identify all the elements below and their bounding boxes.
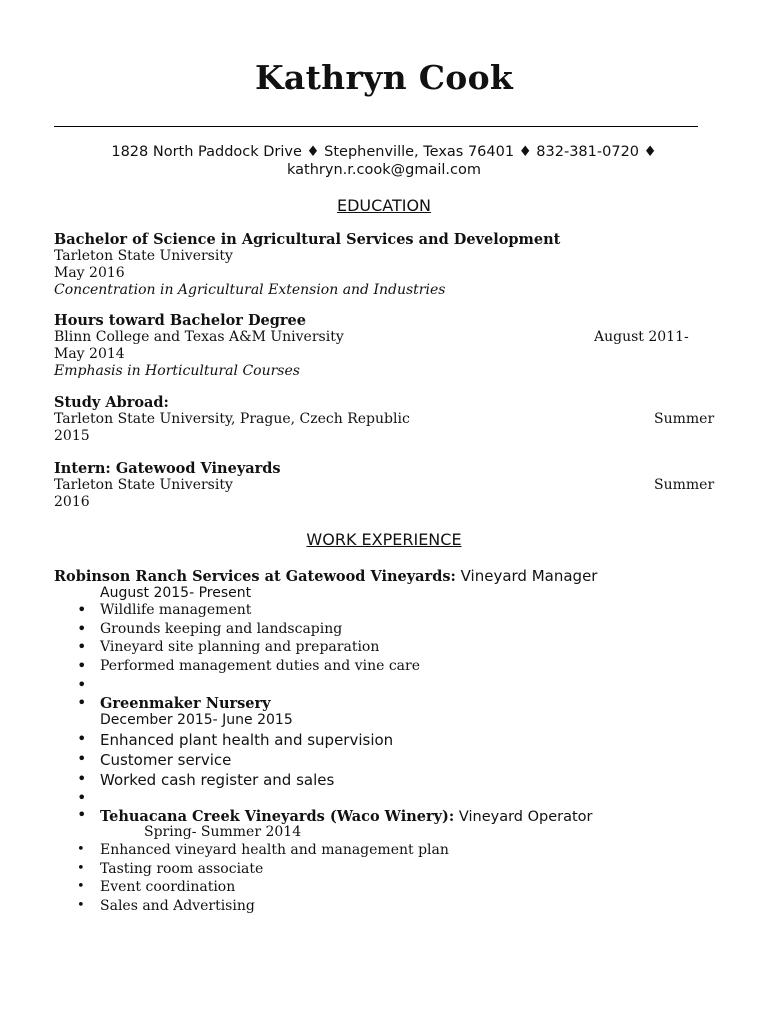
resume-name: Kathryn Cook	[254, 58, 514, 97]
bullet: •	[77, 656, 87, 675]
edu-1-title: Bachelor of Science in Agricultural Services and Development	[54, 231, 561, 248]
bullet: •	[77, 729, 87, 748]
job-2-date: December 2015- June 2015	[100, 712, 293, 728]
job-3-duty-3: Event coordination	[100, 879, 236, 895]
edu-4-school: Tarleton State University	[54, 477, 233, 493]
bullet: •	[77, 898, 85, 913]
bullet: •	[77, 769, 87, 788]
job-2-employer: Greenmaker Nursery	[100, 695, 271, 712]
edu-3-date-start: Summer	[654, 411, 715, 427]
edu-2-date-end: May 2014	[54, 346, 125, 362]
bullet: •	[77, 693, 87, 712]
contact-email: kathryn.r.cook@gmail.com	[287, 162, 481, 178]
job-2-duty-3: Worked cash register and sales	[100, 771, 335, 789]
edu-2-title: Hours toward Bachelor Degree	[54, 312, 306, 329]
bullet: •	[77, 842, 85, 857]
edu-1-date: May 2016	[54, 265, 125, 281]
edu-3-date-end: 2015	[54, 428, 90, 444]
bullet: •	[77, 749, 87, 768]
job-3-duty-1: Enhanced vineyard health and management plan	[100, 842, 449, 858]
contact-line-address: 1828 North Paddock Drive ♦ Stephenville, Texas 76401 ♦ 832-381-0720 ♦	[111, 144, 657, 160]
work-heading: WORK EXPERIENCE	[306, 530, 462, 549]
job-1-role: Vineyard Manager	[455, 567, 598, 585]
job-1-employer: Robinson Ranch Services at Gatewood Vineyards:	[54, 568, 456, 585]
job-3-header	[100, 806, 593, 825]
job-3-role: Vineyard Operator	[454, 809, 593, 825]
job-2-duty-1: Enhanced plant health and supervision	[100, 731, 394, 749]
job-2-duty-2: Customer service	[100, 751, 232, 769]
job-1-header	[54, 566, 597, 585]
bullet: •	[77, 879, 85, 894]
job-3-employer: Tehuacana Creek Vineyards (Waco Winery):	[100, 808, 455, 825]
edu-4-date-start: Summer	[654, 477, 715, 493]
job-1-date: August 2015- Present	[100, 585, 252, 601]
bullet: •	[77, 637, 87, 656]
job-1-duty-4: Performed management duties and vine care	[100, 658, 421, 674]
job-3-duty-4: Sales and Advertising	[100, 898, 255, 914]
bullet: •	[77, 805, 87, 824]
empty-bullet: •	[77, 788, 87, 807]
edu-2-school: Blinn College and Texas A&M University	[54, 329, 344, 345]
bullet: •	[77, 619, 87, 638]
header-divider	[54, 126, 698, 127]
job-3-date: Spring- Summer 2014	[144, 824, 302, 840]
job-1-duty-1: Wildlife management	[100, 602, 252, 618]
empty-bullet: •	[77, 675, 87, 694]
edu-3-school: Tarleton State University, Prague, Czech Republic	[54, 411, 410, 427]
job-3-duty-2: Tasting room associate	[100, 861, 264, 877]
edu-2-date-start: August 2011-	[594, 329, 689, 345]
edu-1-school: Tarleton State University	[54, 248, 233, 264]
edu-3-title: Study Abroad:	[54, 394, 169, 411]
education-heading: EDUCATION	[336, 196, 432, 215]
job-1-duty-3: Vineyard site planning and preparation	[100, 639, 380, 655]
bullet: •	[77, 600, 87, 619]
edu-2-note: Emphasis in Horticultural Courses	[54, 363, 300, 379]
job-1-duty-2: Grounds keeping and landscaping	[100, 621, 343, 637]
bullet: •	[77, 861, 85, 876]
edu-4-title: Intern: Gatewood Vineyards	[54, 460, 281, 477]
edu-1-note: Concentration in Agricultural Extension and Industries	[54, 282, 446, 298]
edu-4-date-end: 2016	[54, 494, 90, 510]
